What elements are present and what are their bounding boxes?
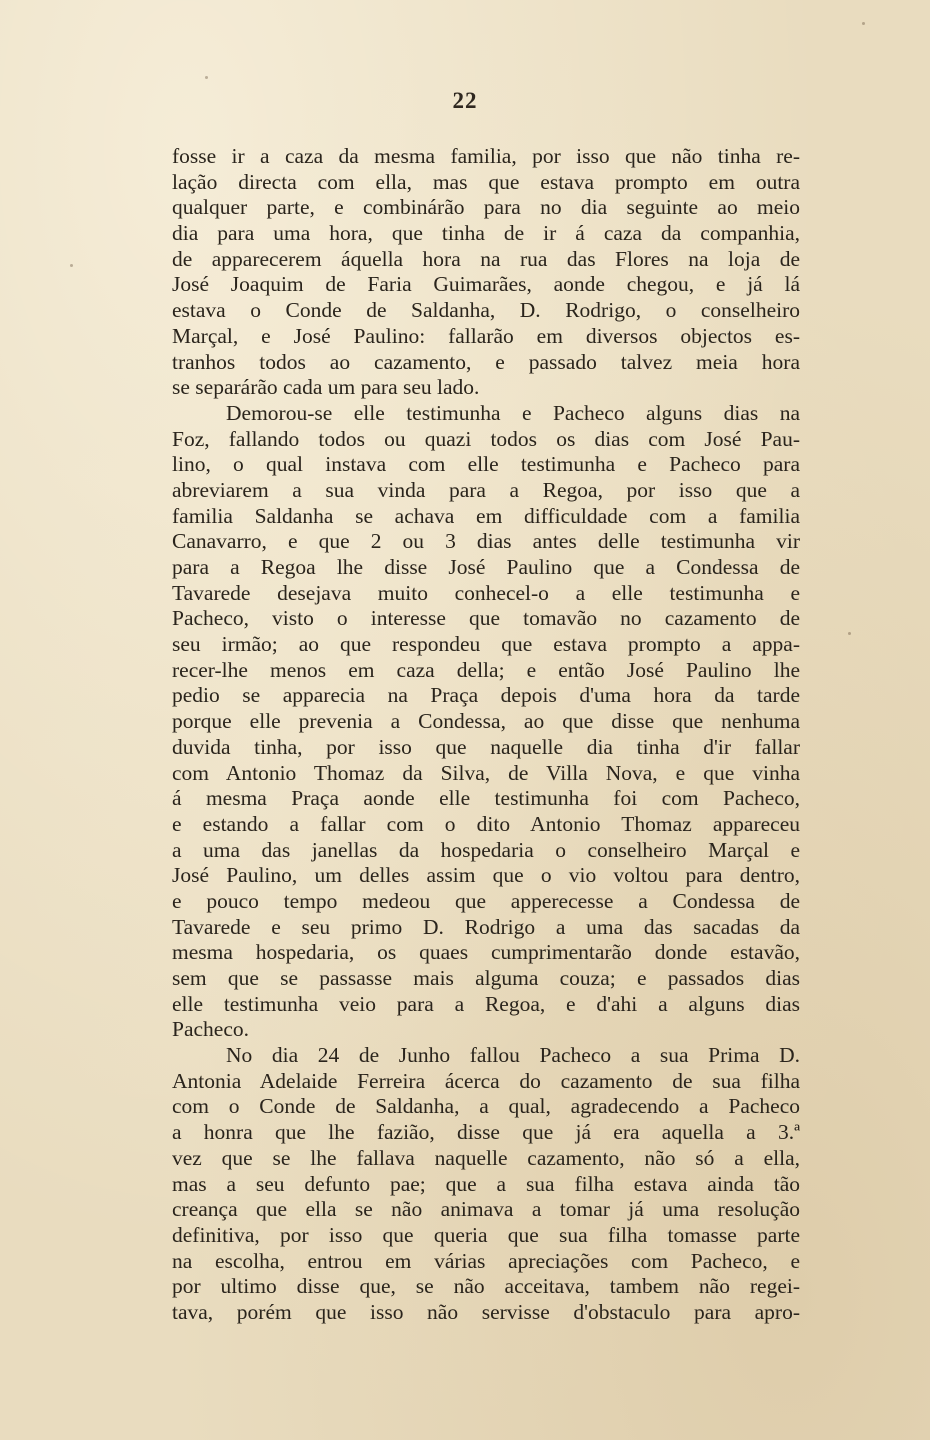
text-line: dia para uma hora, que tinha de ir á caza da companhia, xyxy=(172,221,800,246)
text-line: lação directa com ella, mas que estava prompto em outra xyxy=(172,169,800,194)
text-line: a uma das janellas da hospedaria o conselheiro Marçal e xyxy=(172,837,800,862)
text-line: seu irmão; ao que respondeu que estava prompto a appa- xyxy=(172,632,800,657)
text-line: No dia 24 de Junho fallou Pacheco a sua Prima D. xyxy=(226,1043,800,1068)
text-line: José Paulino, um delles assim que o vio voltou para dentro, xyxy=(172,863,800,888)
text-line: e pouco tempo medeou que apperecesse a Condessa de xyxy=(172,888,800,913)
text-line: duvida tinha, por isso que naquelle dia tinha d'ir fallar xyxy=(172,734,800,759)
text-line: vez que se lhe fallava naquelle cazamento, não só a ella, xyxy=(172,1145,800,1170)
text-line: qualquer parte, e combinárão para no dia seguinte ao meio xyxy=(172,195,800,220)
text-line: de apparecerem áquella hora na rua das Flores na loja de xyxy=(172,246,800,271)
text-line: por ultimo disse que, se não acceitava, tambem não regei- xyxy=(172,1274,800,1299)
text-line: pedio se apparecia na Praça depois d'uma hora da tarde xyxy=(172,683,800,708)
text-line: Canavarro, e que 2 ou 3 dias antes delle testimunha vir xyxy=(172,529,800,554)
text-line: e estando a fallar com o dito Antonio Thomaz appareceu xyxy=(172,811,800,836)
text-line: com o Conde de Saldanha, a qual, agradecendo a Pacheco xyxy=(172,1094,800,1119)
text-line: porque elle prevenia a Condessa, ao que disse que nenhuma xyxy=(172,709,800,734)
text-line: tava, porém que isso não servisse d'obstaculo para apro- xyxy=(172,1299,800,1324)
text-line: tranhos todos ao cazamento, e passado talvez meia hora xyxy=(172,349,800,374)
text-line: Tavarede e seu primo D. Rodrigo a uma das sacadas da xyxy=(172,914,800,939)
paper-speck xyxy=(70,264,73,267)
page-number: 22 xyxy=(452,88,478,113)
text-line: se separárão cada um para seu lado. xyxy=(172,375,480,400)
text-line: familia Saldanha se achava em difficuldade com a familia xyxy=(172,503,800,528)
text-line: para a Regoa lhe disse José Paulino que a Condessa de xyxy=(172,555,800,579)
text-line: elle testimunha veio para a Regoa, e d'ahi a alguns dias xyxy=(172,991,800,1016)
text-line: mesma hospedaria, os quaes cumprimentarão donde estavão, xyxy=(172,940,800,965)
paragraph xyxy=(172,1043,800,1326)
text-line: Marçal, e José Paulino: fallarão em diversos objectos es- xyxy=(172,323,800,348)
paper-speck xyxy=(862,22,865,25)
text-line: á mesma Praça aonde elle testimunha foi com Pacheco, xyxy=(172,786,800,811)
text-line: com Antonio Thomaz da Silva, de Villa Nova, e que vinha xyxy=(172,760,800,785)
paper-speck xyxy=(848,632,851,635)
text-line: Pacheco. xyxy=(172,1017,250,1042)
text-line: Foz, fallando todos ou quazi todos os dias com José Pau- xyxy=(172,426,800,451)
text-line: lino, o qual instava com elle testimunha e Pacheco para xyxy=(172,452,800,477)
text-line: fosse ir a caza da mesma familia, por isso que não tinha re- xyxy=(172,144,800,168)
text-line: mas a seu defunto pae; que a sua filha estava ainda tão xyxy=(172,1171,800,1196)
text-line: a honra que lhe fazião, disse que já era aquella a 3.ª xyxy=(172,1120,800,1145)
text-line: Antonia Adelaide Ferreira ácerca do cazamento de sua filha xyxy=(172,1068,800,1093)
text-line: creança que ella se não animava a tomar já uma resolução xyxy=(172,1197,800,1222)
text-line: Tavarede desejava muito conhecel-o a elle testimunha e xyxy=(172,580,800,605)
text-line: na escolha, entrou em várias apreciações com Pacheco, e xyxy=(172,1248,800,1273)
text-line: abreviarem a sua vinda para a Regoa, por isso que a xyxy=(172,477,800,502)
text-line: Demorou-se elle testimunha e Pacheco alguns dias na xyxy=(226,400,800,425)
text-line: recer-lhe menos em caza della; e então José Paulino lhe xyxy=(172,657,800,682)
text-line: sem que se passasse mais alguma couza; e passados dias xyxy=(172,966,800,990)
paper-speck xyxy=(205,76,208,79)
text-line: estava o Conde de Saldanha, D. Rodrigo, o conselheiro xyxy=(172,298,800,323)
paragraph xyxy=(172,401,800,1043)
text-line: José Joaquim de Faria Guimarães, aonde chegou, e já lá xyxy=(172,272,800,297)
text-line: definitiva, por isso que queria que sua filha tomasse parte xyxy=(172,1222,800,1247)
text-line: Pacheco, visto o interesse que tomavão no cazamento de xyxy=(172,606,800,631)
paragraph xyxy=(172,144,800,401)
body-text xyxy=(172,144,800,1326)
